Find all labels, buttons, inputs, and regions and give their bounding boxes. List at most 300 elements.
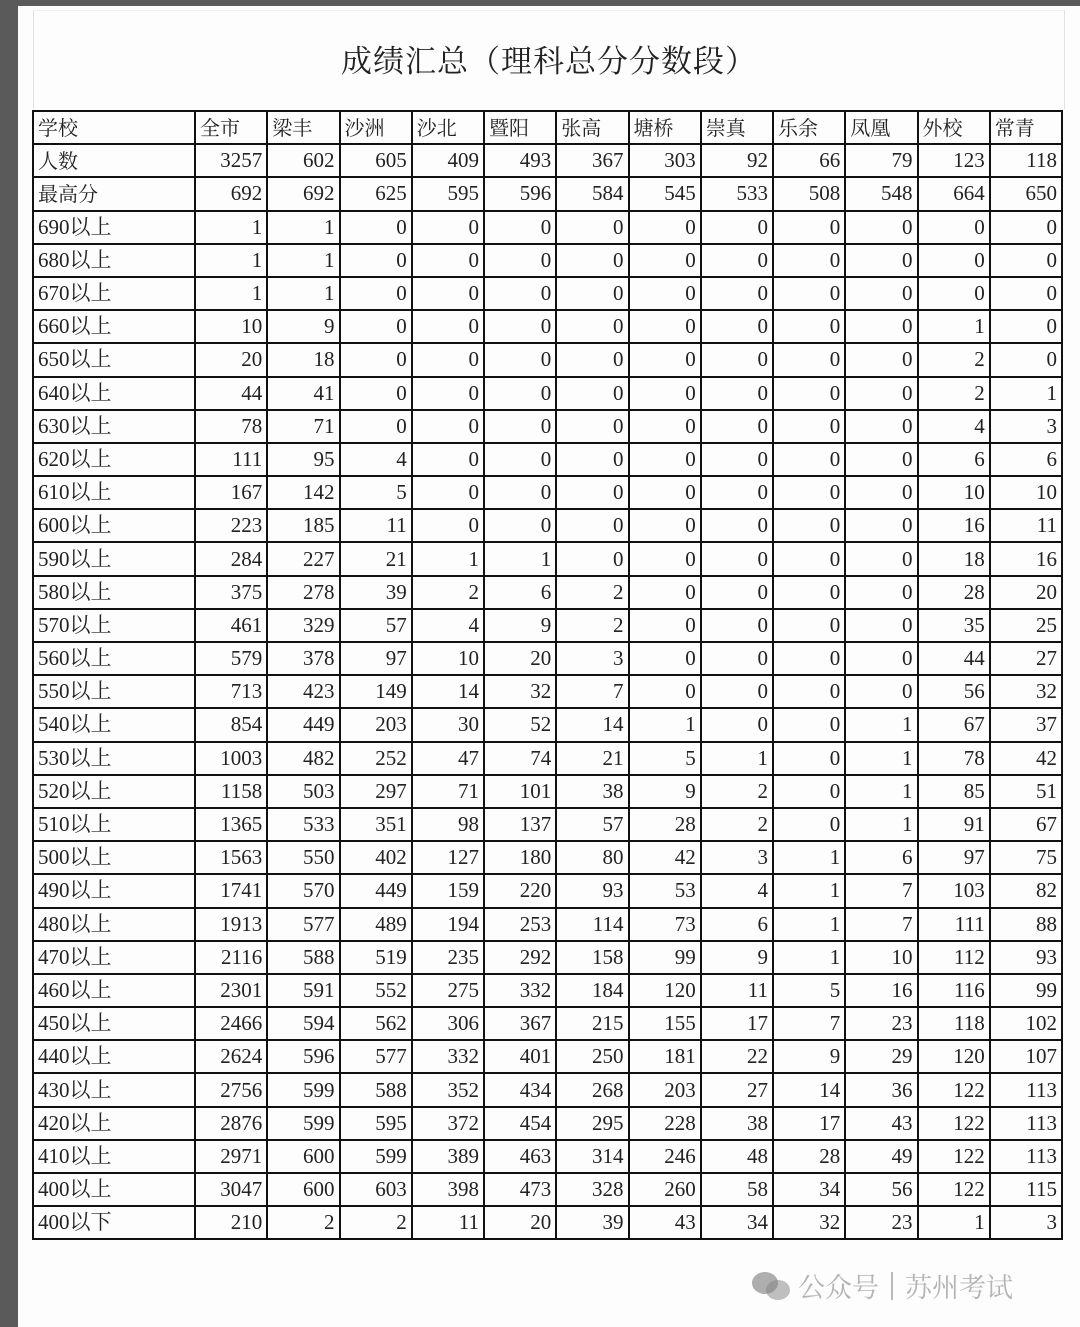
table-cell: 97: [340, 642, 412, 675]
table-cell: 101: [484, 775, 556, 808]
table-cell: 111: [918, 908, 990, 941]
table-cell: 1: [773, 874, 845, 907]
table-cell: 0: [629, 277, 701, 310]
table-cell: 180: [484, 841, 556, 874]
table-cell: 0: [412, 443, 484, 476]
table-cell: 552: [340, 974, 412, 1007]
table-cell: 9: [773, 1040, 845, 1073]
table-cell: 401: [484, 1040, 556, 1073]
header-school: 梁丰: [267, 111, 339, 144]
table-cell: 0: [701, 609, 773, 642]
table-cell: 203: [629, 1073, 701, 1106]
table-cell: 123: [918, 144, 990, 177]
table-cell: 0: [556, 509, 628, 542]
table-cell: 351: [340, 808, 412, 841]
table-cell: 2756: [195, 1073, 267, 1106]
table-cell: 600: [267, 1173, 339, 1206]
table-cell: 0: [484, 211, 556, 244]
table-cell: 41: [267, 377, 339, 410]
table-cell: 0: [773, 576, 845, 609]
table-cell: 52: [484, 708, 556, 741]
table-cell: 17: [701, 1007, 773, 1040]
table-cell: 0: [773, 708, 845, 741]
row-label: 400以上: [33, 1173, 195, 1206]
table-cell: 56: [845, 1173, 917, 1206]
table-cell: 591: [267, 974, 339, 1007]
table-cell: 600: [267, 1140, 339, 1173]
table-cell: 1: [484, 542, 556, 575]
table-cell: 1: [195, 277, 267, 310]
table-cell: 28: [629, 808, 701, 841]
table-cell: 32: [484, 675, 556, 708]
table-cell: 0: [484, 443, 556, 476]
table-cell: 1: [195, 211, 267, 244]
table-cell: 39: [340, 576, 412, 609]
table-cell: 116: [918, 974, 990, 1007]
table-cell: 463: [484, 1140, 556, 1173]
table-cell: 67: [918, 708, 990, 741]
table-cell: 503: [267, 775, 339, 808]
table-cell: 0: [629, 410, 701, 443]
table-row: [33, 244, 1062, 277]
table-cell: 0: [629, 310, 701, 343]
table-cell: 9: [629, 775, 701, 808]
table-cell: 0: [990, 310, 1062, 343]
table-cell: 295: [556, 1107, 628, 1140]
table-cell: 4: [918, 410, 990, 443]
table-cell: 5: [629, 742, 701, 775]
row-label: 640以上: [33, 377, 195, 410]
table-cell: 398: [412, 1173, 484, 1206]
table-cell: 1: [267, 211, 339, 244]
table-cell: 14: [773, 1073, 845, 1106]
row-label: 590以上: [33, 542, 195, 575]
table-cell: 0: [412, 211, 484, 244]
table-cell: 570: [267, 874, 339, 907]
table-cell: 227: [267, 542, 339, 575]
row-label: 560以上: [33, 642, 195, 675]
table-cell: 0: [412, 476, 484, 509]
table-cell: 185: [267, 509, 339, 542]
table-cell: 67: [990, 808, 1062, 841]
row-label: 480以上: [33, 908, 195, 941]
table-cell: 2: [701, 808, 773, 841]
header-school: 沙洲: [340, 111, 412, 144]
table-cell: 650: [990, 177, 1062, 210]
table-cell: 533: [267, 808, 339, 841]
table-cell: 74: [484, 742, 556, 775]
table-row: [33, 1073, 1062, 1106]
table-cell: 49: [845, 1140, 917, 1173]
table-cell: 112: [918, 941, 990, 974]
header-school: 凤凰: [845, 111, 917, 144]
table-cell: 10: [918, 476, 990, 509]
table-cell: 137: [484, 808, 556, 841]
table-cell: 38: [556, 775, 628, 808]
table-cell: 0: [484, 277, 556, 310]
table-cell: 34: [701, 1206, 773, 1239]
table-cell: 0: [701, 675, 773, 708]
table-cell: 42: [629, 841, 701, 874]
table-cell: 9: [267, 310, 339, 343]
table-cell: 78: [918, 742, 990, 775]
table-cell: 16: [845, 974, 917, 1007]
table-cell: 158: [556, 941, 628, 974]
table-cell: 2116: [195, 941, 267, 974]
table-cell: 28: [773, 1140, 845, 1173]
table-cell: 6: [845, 841, 917, 874]
table-cell: 57: [556, 808, 628, 841]
table-cell: 250: [556, 1040, 628, 1073]
table-cell: 120: [918, 1040, 990, 1073]
table-cell: 118: [990, 144, 1062, 177]
table-cell: 75: [990, 841, 1062, 874]
table-cell: 85: [918, 775, 990, 808]
table-cell: 0: [918, 244, 990, 277]
table-cell: 0: [556, 476, 628, 509]
table-cell: 122: [918, 1107, 990, 1140]
table-cell: 0: [845, 277, 917, 310]
table-row: [33, 1107, 1062, 1140]
table-cell: 71: [412, 775, 484, 808]
table-cell: 1563: [195, 841, 267, 874]
table-cell: 0: [773, 310, 845, 343]
table-cell: 599: [340, 1140, 412, 1173]
table-cell: 0: [340, 244, 412, 277]
table-cell: 0: [412, 377, 484, 410]
table-cell: 692: [195, 177, 267, 210]
table-cell: 550: [267, 841, 339, 874]
table-cell: 98: [412, 808, 484, 841]
header-school: 张高: [556, 111, 628, 144]
row-label: 670以上: [33, 277, 195, 310]
table-cell: 1158: [195, 775, 267, 808]
table-cell: 0: [629, 211, 701, 244]
table-cell: 2301: [195, 974, 267, 1007]
table-cell: 3: [990, 410, 1062, 443]
table-cell: 0: [484, 410, 556, 443]
table-cell: 57: [340, 609, 412, 642]
table-cell: 579: [195, 642, 267, 675]
table-cell: 22: [701, 1040, 773, 1073]
header-school: 暨阳: [484, 111, 556, 144]
table-cell: 692: [267, 177, 339, 210]
table-cell: 434: [484, 1073, 556, 1106]
table-cell: 10: [195, 310, 267, 343]
header-school: 乐余: [773, 111, 845, 144]
table-cell: 389: [412, 1140, 484, 1173]
table-cell: 1: [845, 742, 917, 775]
row-label: 470以上: [33, 941, 195, 974]
table-cell: 0: [773, 609, 845, 642]
table-cell: 58: [701, 1173, 773, 1206]
table-cell: 0: [773, 675, 845, 708]
table-cell: 596: [267, 1040, 339, 1073]
table-row: [33, 211, 1062, 244]
table-cell: 29: [845, 1040, 917, 1073]
table-cell: 18: [918, 542, 990, 575]
table-cell: 0: [701, 509, 773, 542]
row-label: 540以上: [33, 708, 195, 741]
table-cell: 0: [773, 244, 845, 277]
table-cell: 533: [701, 177, 773, 210]
table-cell: 66: [773, 144, 845, 177]
table-cell: 0: [918, 277, 990, 310]
table-cell: 0: [773, 742, 845, 775]
table-cell: 0: [701, 377, 773, 410]
table-row: [33, 377, 1062, 410]
table-cell: 4: [412, 609, 484, 642]
table-row: [33, 343, 1062, 376]
table-cell: 423: [267, 675, 339, 708]
table-row: [33, 410, 1062, 443]
table-cell: 0: [701, 343, 773, 376]
row-label: 440以上: [33, 1040, 195, 1073]
table-row: [33, 642, 1062, 675]
table-cell: 454: [484, 1107, 556, 1140]
table-cell: 562: [340, 1007, 412, 1040]
table-cell: 278: [267, 576, 339, 609]
table-cell: 11: [701, 974, 773, 1007]
table-cell: 0: [773, 642, 845, 675]
table-cell: 378: [267, 642, 339, 675]
row-label: 650以上: [33, 343, 195, 376]
table-cell: 0: [845, 310, 917, 343]
table-row: [33, 576, 1062, 609]
table-cell: 0: [701, 542, 773, 575]
table-cell: 35: [918, 609, 990, 642]
watermark-source: 公众号: [798, 1273, 879, 1304]
table-row: [33, 177, 1062, 210]
table-cell: 0: [845, 244, 917, 277]
table-cell: 2: [556, 576, 628, 609]
table-cell: 1: [701, 742, 773, 775]
table-cell: 6: [918, 443, 990, 476]
table-cell: 6: [701, 908, 773, 941]
row-label: 550以上: [33, 675, 195, 708]
table-cell: 596: [484, 177, 556, 210]
table-cell: 0: [845, 576, 917, 609]
table-cell: 0: [412, 244, 484, 277]
table-cell: 602: [267, 144, 339, 177]
table-cell: 508: [773, 177, 845, 210]
table-cell: 0: [845, 476, 917, 509]
table-cell: 39: [556, 1206, 628, 1239]
table-cell: 0: [412, 410, 484, 443]
header-school: 沙北: [412, 111, 484, 144]
table-cell: 2: [412, 576, 484, 609]
table-cell: 0: [701, 443, 773, 476]
table-cell: 252: [340, 742, 412, 775]
row-label: 620以上: [33, 443, 195, 476]
table-cell: 27: [701, 1073, 773, 1106]
table-cell: 53: [629, 874, 701, 907]
table-cell: 1: [845, 808, 917, 841]
table-cell: 97: [918, 841, 990, 874]
table-cell: 0: [412, 343, 484, 376]
table-cell: 0: [773, 277, 845, 310]
table-cell: 114: [556, 908, 628, 941]
table-cell: 79: [845, 144, 917, 177]
table-row: [33, 443, 1062, 476]
table-cell: 0: [340, 277, 412, 310]
table-cell: 367: [484, 1007, 556, 1040]
table-cell: 11: [990, 509, 1062, 542]
table-cell: 122: [918, 1140, 990, 1173]
table-cell: 155: [629, 1007, 701, 1040]
table-cell: 1: [845, 775, 917, 808]
table-cell: 23: [845, 1007, 917, 1040]
table-cell: 14: [556, 708, 628, 741]
table-cell: 0: [484, 509, 556, 542]
table-cell: 28: [918, 576, 990, 609]
header-school: 崇真: [701, 111, 773, 144]
table-cell: 275: [412, 974, 484, 1007]
table-cell: 0: [845, 343, 917, 376]
table-cell: 0: [629, 542, 701, 575]
table-cell: 0: [701, 410, 773, 443]
table-cell: 9: [701, 941, 773, 974]
table-row: [33, 941, 1062, 974]
table-cell: 0: [340, 343, 412, 376]
table-cell: 0: [773, 808, 845, 841]
table-cell: 599: [267, 1107, 339, 1140]
table-cell: 88: [990, 908, 1062, 941]
table-cell: 43: [845, 1107, 917, 1140]
table-cell: 482: [267, 742, 339, 775]
table-cell: 0: [773, 775, 845, 808]
table-cell: 0: [629, 642, 701, 675]
table-cell: 0: [412, 509, 484, 542]
table-cell: 1: [412, 542, 484, 575]
table-cell: 594: [267, 1007, 339, 1040]
table-cell: 0: [629, 509, 701, 542]
table-cell: 1003: [195, 742, 267, 775]
table-cell: 23: [845, 1206, 917, 1239]
table-cell: 7: [845, 874, 917, 907]
table-cell: 21: [340, 542, 412, 575]
table-cell: 0: [484, 377, 556, 410]
table-row: [33, 1040, 1062, 1073]
table-cell: 44: [195, 377, 267, 410]
table-cell: 2: [340, 1206, 412, 1239]
table-cell: 32: [773, 1206, 845, 1239]
table-cell: 102: [990, 1007, 1062, 1040]
table-row: [33, 742, 1062, 775]
table-cell: 235: [412, 941, 484, 974]
table-cell: 449: [340, 874, 412, 907]
table-cell: 2624: [195, 1040, 267, 1073]
table-row: [33, 1007, 1062, 1040]
table-cell: 1: [773, 941, 845, 974]
table-cell: 284: [195, 542, 267, 575]
table-cell: 4: [340, 443, 412, 476]
table-row: [33, 874, 1062, 907]
table-cell: 0: [773, 377, 845, 410]
table-cell: 142: [267, 476, 339, 509]
table-cell: 159: [412, 874, 484, 907]
table-cell: 2: [918, 377, 990, 410]
table-cell: 0: [845, 542, 917, 575]
table-cell: 409: [412, 144, 484, 177]
table-cell: 352: [412, 1073, 484, 1106]
table-cell: 107: [990, 1040, 1062, 1073]
table-cell: 0: [556, 443, 628, 476]
table-cell: 577: [267, 908, 339, 941]
table-cell: 0: [845, 443, 917, 476]
table-cell: 184: [556, 974, 628, 1007]
row-label: 人数: [33, 144, 195, 177]
table-cell: 7: [773, 1007, 845, 1040]
table-cell: 17: [773, 1107, 845, 1140]
table-cell: 3: [556, 642, 628, 675]
table-cell: 0: [629, 609, 701, 642]
table-cell: 0: [629, 675, 701, 708]
table-cell: 3: [701, 841, 773, 874]
table-cell: 4: [701, 874, 773, 907]
score-distribution-table: [32, 110, 1063, 1240]
table-cell: 2971: [195, 1140, 267, 1173]
table-cell: 0: [629, 476, 701, 509]
row-label: 510以上: [33, 808, 195, 841]
table-cell: 78: [195, 410, 267, 443]
table-cell: 292: [484, 941, 556, 974]
table-cell: 303: [629, 144, 701, 177]
table-cell: 203: [340, 708, 412, 741]
table-cell: 0: [773, 509, 845, 542]
table-cell: 3257: [195, 144, 267, 177]
table-cell: 223: [195, 509, 267, 542]
table-cell: 5: [773, 974, 845, 1007]
table-cell: 6: [990, 443, 1062, 476]
table-cell: 18: [267, 343, 339, 376]
table-cell: 545: [629, 177, 701, 210]
table-row: [33, 974, 1062, 1007]
document-title: 成绩汇总（理科总分分数段）: [341, 44, 757, 80]
table-cell: 99: [990, 974, 1062, 1007]
table-cell: 113: [990, 1073, 1062, 1106]
table-cell: 588: [267, 941, 339, 974]
table-cell: 3047: [195, 1173, 267, 1206]
table-cell: 0: [990, 277, 1062, 310]
table-cell: 6: [484, 576, 556, 609]
row-label: 530以上: [33, 742, 195, 775]
table-cell: 0: [701, 642, 773, 675]
table-cell: 2: [918, 343, 990, 376]
table-cell: 584: [556, 177, 628, 210]
table-cell: 0: [845, 509, 917, 542]
table-cell: 0: [701, 244, 773, 277]
table-cell: 27: [990, 642, 1062, 675]
row-label: 690以上: [33, 211, 195, 244]
table-cell: 1: [629, 708, 701, 741]
row-label: 600以上: [33, 509, 195, 542]
table-cell: 122: [918, 1073, 990, 1106]
table-cell: 30: [412, 708, 484, 741]
table-cell: 372: [412, 1107, 484, 1140]
table-cell: 194: [412, 908, 484, 941]
table-cell: 0: [773, 542, 845, 575]
table-cell: 0: [845, 642, 917, 675]
row-label: 500以上: [33, 841, 195, 874]
row-label: 最高分: [33, 177, 195, 210]
table-cell: 0: [845, 609, 917, 642]
table-cell: 93: [556, 874, 628, 907]
table-cell: 0: [701, 708, 773, 741]
table-cell: 625: [340, 177, 412, 210]
table-cell: 127: [412, 841, 484, 874]
table-cell: 167: [195, 476, 267, 509]
